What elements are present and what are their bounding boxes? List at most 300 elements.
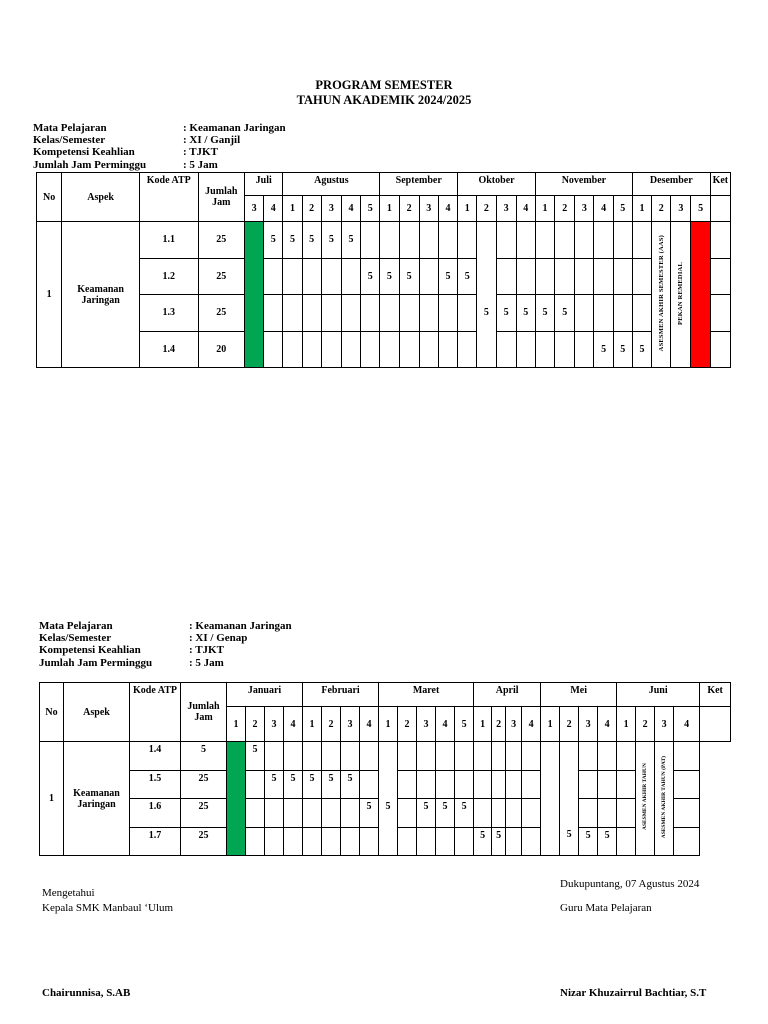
col-header-aspek: Aspek <box>62 173 140 222</box>
week-cell <box>632 258 651 295</box>
week-header: 3 <box>265 707 284 742</box>
week-cell <box>264 331 283 368</box>
week-cell <box>436 770 455 799</box>
week-cell: 5 <box>283 222 302 259</box>
week-cell <box>341 799 360 828</box>
week-cell <box>579 799 598 828</box>
week-cell <box>492 770 506 799</box>
week-cell <box>302 331 321 368</box>
week-header: 1 <box>617 707 636 742</box>
week-header: 2 <box>477 196 496 222</box>
week-header: 3 <box>321 196 341 222</box>
week-header: 1 <box>380 196 399 222</box>
week-cell: 5 <box>613 331 632 368</box>
week-cell: 5 <box>321 222 341 259</box>
table-row <box>37 331 731 368</box>
week-cell <box>598 799 617 828</box>
week-header: 3 <box>496 196 516 222</box>
week-cell <box>492 799 506 828</box>
week-header: 3 <box>671 196 691 222</box>
remedial-column <box>671 222 691 368</box>
week-cell <box>398 827 417 856</box>
week-cell <box>322 827 341 856</box>
asesmen-column <box>636 742 655 856</box>
kode-atp-cell: 1.1 <box>140 222 199 259</box>
week-cell <box>496 222 516 259</box>
week-header: 1 <box>379 707 398 742</box>
sign-date: Dukupuntang, 07 Agustus 2024 <box>560 878 700 890</box>
info-value: : XI / Genap <box>189 632 248 645</box>
week-cell: 5 <box>438 258 457 295</box>
info-value: : 5 Jam <box>183 158 218 171</box>
week-cell <box>341 827 360 856</box>
week-header: 3 <box>341 707 360 742</box>
week-header: 3 <box>579 707 598 742</box>
week-cell <box>474 742 492 771</box>
week-cell <box>399 222 419 259</box>
week-cell <box>613 295 632 332</box>
red-marker <box>691 222 710 368</box>
jumlah-jam-cell: 25 <box>198 222 244 259</box>
week-cell <box>380 331 399 368</box>
week-header: 4 <box>598 707 617 742</box>
remedial-column-text: PEKAN REMEDIAL <box>677 261 685 325</box>
info-value: : TJKT <box>183 146 218 159</box>
week-cell: 5 <box>598 827 617 856</box>
week-cell <box>360 742 379 771</box>
ket-cell <box>710 258 730 295</box>
week-header: 1 <box>632 196 651 222</box>
week-cell <box>380 222 399 259</box>
week-cell: 5 <box>303 770 322 799</box>
week-cell <box>246 799 265 828</box>
week-cell <box>302 258 321 295</box>
week-cell <box>506 827 522 856</box>
guru-name: Nizar Khuzairrul Bachtiar, S.T <box>560 987 707 999</box>
week-cell: 5 <box>399 258 419 295</box>
week-cell <box>506 742 522 771</box>
week-cell <box>541 742 560 771</box>
week-cell <box>492 742 506 771</box>
week-cell <box>322 799 341 828</box>
week-cell <box>594 295 613 332</box>
week-cell <box>360 770 379 799</box>
week-cell <box>555 331 575 368</box>
week-header: 1 <box>458 196 477 222</box>
week-cell <box>496 258 516 295</box>
info-value: : Keamanan Jaringan <box>189 620 292 632</box>
week-cell: 5 <box>458 258 477 295</box>
week-cell <box>477 258 496 295</box>
week-cell <box>321 331 341 368</box>
week-cell <box>506 770 522 799</box>
ket-cell <box>674 799 700 828</box>
week-cell <box>361 331 380 368</box>
month-header: Agustus <box>283 173 380 196</box>
week-cell <box>246 827 265 856</box>
week-cell <box>535 258 554 295</box>
week-cell: 5 <box>264 222 283 259</box>
kepala-name: Chairunnisa, S.AB <box>42 987 131 999</box>
week-cell <box>541 827 560 856</box>
week-cell: 5 <box>341 222 360 259</box>
week-cell <box>302 295 321 332</box>
week-cell: 5 <box>496 295 516 332</box>
info-label: Kompetensi Keahlian <box>39 644 141 657</box>
week-cell <box>419 222 438 259</box>
week-cell <box>341 258 360 295</box>
week-cell: 5 <box>322 770 341 799</box>
week-cell <box>575 222 594 259</box>
week-cell: 5 <box>341 770 360 799</box>
week-header: 5 <box>361 196 380 222</box>
week-header: 2 <box>398 707 417 742</box>
header-row-months <box>37 173 731 196</box>
week-header: 3 <box>506 707 522 742</box>
week-cell <box>579 770 598 799</box>
month-header: Mei <box>541 683 617 707</box>
week-cell <box>398 742 417 771</box>
week-header: 4 <box>674 707 700 742</box>
table-row <box>40 742 731 771</box>
week-cell <box>617 827 636 856</box>
jumlah-jam-cell: 25 <box>198 258 244 295</box>
week-cell <box>522 827 541 856</box>
week-cell <box>283 295 302 332</box>
asesmen-column <box>652 222 671 368</box>
jumlah-jam-cell: 25 <box>181 799 227 828</box>
week-cell <box>264 258 283 295</box>
info-label: Mata Pelajaran <box>33 122 107 134</box>
info-value: : Keamanan Jaringan <box>183 122 286 134</box>
table-row <box>40 770 731 799</box>
col-header-no: No <box>37 173 62 222</box>
table-row <box>37 295 731 332</box>
sem2-schedule-table <box>39 682 731 856</box>
week-cell <box>417 770 436 799</box>
week-cell <box>246 770 265 799</box>
week-header: 4 <box>341 196 360 222</box>
month-header: April <box>474 683 541 707</box>
week-cell: 5 <box>560 827 579 856</box>
week-header: 3 <box>417 707 436 742</box>
week-cell: 5 <box>436 799 455 828</box>
week-cell <box>265 827 284 856</box>
week-cell <box>361 295 380 332</box>
week-cell <box>361 222 380 259</box>
ket-empty <box>710 196 730 222</box>
week-cell <box>399 331 419 368</box>
week-header: 4 <box>594 196 613 222</box>
week-header: 2 <box>246 707 265 742</box>
kode-atp-cell: 1.2 <box>140 258 199 295</box>
week-cell <box>436 827 455 856</box>
week-cell <box>419 331 438 368</box>
table-row <box>37 222 731 259</box>
week-cell <box>535 331 554 368</box>
week-header: 2 <box>636 707 655 742</box>
week-cell <box>284 799 303 828</box>
asesmen-pat-column-text: ASESMEN AKHIR TAHUN (PAT) <box>661 755 668 839</box>
ket-cell <box>710 222 730 259</box>
week-cell <box>477 331 496 368</box>
ket-cell <box>710 331 730 368</box>
week-cell <box>341 331 360 368</box>
week-header: 5 <box>691 196 710 222</box>
week-cell: 5 <box>379 799 398 828</box>
week-cell <box>555 258 575 295</box>
page-title: PROGRAM SEMESTER <box>315 78 453 92</box>
kode-atp-cell: 1.4 <box>140 331 199 368</box>
table-row <box>37 258 731 295</box>
asesmen-pat-column <box>655 742 674 856</box>
week-cell <box>303 827 322 856</box>
week-cell <box>560 770 579 799</box>
info-value: : XI / Ganjil <box>183 134 241 147</box>
week-cell <box>594 222 613 259</box>
week-cell <box>598 742 617 771</box>
week-cell <box>516 258 535 295</box>
week-cell <box>458 331 477 368</box>
week-cell <box>496 331 516 368</box>
green-marker <box>245 222 264 368</box>
week-cell <box>474 799 492 828</box>
week-cell <box>265 742 284 771</box>
week-cell <box>613 222 632 259</box>
week-cell <box>613 258 632 295</box>
week-cell <box>436 742 455 771</box>
kode-atp-cell: 1.6 <box>130 799 181 828</box>
week-cell <box>477 222 496 259</box>
month-header: Januari <box>227 683 303 707</box>
sem1-schedule-table <box>36 172 731 368</box>
week-header: 3 <box>419 196 438 222</box>
week-header: 3 <box>575 196 594 222</box>
row-no: 1 <box>37 222 62 368</box>
week-cell: 5 <box>455 799 474 828</box>
week-cell <box>555 222 575 259</box>
week-cell: 5 <box>302 222 321 259</box>
week-cell <box>541 799 560 828</box>
week-header: 2 <box>302 196 321 222</box>
row-no: 1 <box>40 742 64 856</box>
mengetahui-label: Mengetahui <box>42 887 95 899</box>
col-header-kode-atp: Kode ATP <box>140 173 199 222</box>
kode-atp-cell: 1.7 <box>130 827 181 856</box>
week-cell: 5 <box>380 258 399 295</box>
week-header: 4 <box>516 196 535 222</box>
week-cell: 5 <box>555 295 575 332</box>
week-cell <box>455 827 474 856</box>
col-header-aspek: Aspek <box>64 683 130 742</box>
kode-atp-cell: 1.5 <box>130 770 181 799</box>
week-cell: 5 <box>265 770 284 799</box>
week-cell <box>522 742 541 771</box>
week-header: 1 <box>535 196 554 222</box>
week-cell <box>283 331 302 368</box>
week-cell <box>303 799 322 828</box>
week-cell <box>398 770 417 799</box>
ket-cell <box>674 742 700 771</box>
week-cell: 5 <box>535 295 554 332</box>
week-cell <box>455 770 474 799</box>
jumlah-jam-cell: 5 <box>181 742 227 771</box>
week-cell <box>419 258 438 295</box>
week-cell <box>321 258 341 295</box>
week-header: 5 <box>455 707 474 742</box>
jumlah-jam-cell: 25 <box>181 827 227 856</box>
row-aspek: Keamanan Jaringan <box>64 742 130 856</box>
week-header: 1 <box>303 707 322 742</box>
kepala-label: Kepala SMK Manbaul ‘Ulum <box>42 902 174 914</box>
kode-atp-cell: 1.4 <box>130 742 181 771</box>
week-header: 4 <box>360 707 379 742</box>
month-header: Maret <box>379 683 474 707</box>
week-header: 4 <box>438 196 457 222</box>
info-label: Kelas/Semester <box>39 632 112 645</box>
col-header-ket: Ket <box>700 683 731 707</box>
week-cell <box>264 295 283 332</box>
week-header: 1 <box>474 707 492 742</box>
info-value: : 5 Jam <box>189 656 224 669</box>
week-cell <box>535 222 554 259</box>
week-cell: 5 <box>360 799 379 828</box>
week-cell <box>594 258 613 295</box>
info-label: Kelas/Semester <box>33 134 106 147</box>
info-label: Kompetensi Keahlian <box>33 146 135 159</box>
week-cell <box>321 295 341 332</box>
asesmen-column-text: ASESMEN AKHIR SEMESTER (AAS) <box>657 234 665 352</box>
info-label: Jumlah Jam Perminggu <box>33 158 147 171</box>
info-label: Mata Pelajaran <box>39 620 113 632</box>
week-cell <box>322 742 341 771</box>
week-cell <box>399 295 419 332</box>
week-header: 2 <box>492 707 506 742</box>
week-header: 2 <box>560 707 579 742</box>
week-cell <box>617 742 636 771</box>
week-cell <box>265 799 284 828</box>
ket-cell <box>710 295 730 332</box>
week-header: 2 <box>555 196 575 222</box>
week-header: 4 <box>522 707 541 742</box>
sem2-info <box>39 620 292 669</box>
week-cell <box>379 827 398 856</box>
week-cell: 5 <box>579 827 598 856</box>
week-cell <box>341 742 360 771</box>
week-cell <box>438 331 457 368</box>
ket-cell <box>674 770 700 799</box>
week-cell <box>283 258 302 295</box>
week-cell <box>380 295 399 332</box>
week-cell <box>560 799 579 828</box>
jumlah-jam-cell: 25 <box>198 295 244 332</box>
week-cell <box>284 742 303 771</box>
week-header: 2 <box>399 196 419 222</box>
week-cell: 5 <box>516 295 535 332</box>
week-cell <box>379 770 398 799</box>
week-cell <box>458 295 477 332</box>
col-header-ket: Ket <box>710 173 730 196</box>
week-cell <box>474 770 492 799</box>
week-cell <box>455 742 474 771</box>
header-row-months <box>40 683 731 707</box>
week-cell <box>284 827 303 856</box>
week-header: 4 <box>436 707 455 742</box>
week-cell <box>516 331 535 368</box>
asesmen-column-text: ASESMEN AKHIR TAHUN <box>642 763 649 831</box>
table-row <box>40 799 731 828</box>
col-header-jumlah-jam: Jumlah Jam <box>198 173 244 222</box>
week-cell <box>522 799 541 828</box>
week-cell <box>458 222 477 259</box>
week-cell <box>360 827 379 856</box>
jumlah-jam-cell: 20 <box>198 331 244 368</box>
week-cell <box>617 799 636 828</box>
kode-atp-cell: 1.3 <box>140 295 199 332</box>
week-cell <box>419 295 438 332</box>
col-header-no: No <box>40 683 64 742</box>
week-cell <box>341 295 360 332</box>
week-cell: 5 <box>594 331 613 368</box>
week-cell <box>575 331 594 368</box>
week-header: 2 <box>322 707 341 742</box>
week-header: 1 <box>541 707 560 742</box>
week-cell: 5 <box>477 295 496 332</box>
month-header: Juli <box>245 173 283 196</box>
week-header: 2 <box>652 196 671 222</box>
col-header-jumlah-jam: Jumlah Jam <box>181 683 227 742</box>
week-cell <box>575 258 594 295</box>
week-cell <box>398 799 417 828</box>
week-cell: 5 <box>417 799 436 828</box>
week-cell <box>516 222 535 259</box>
week-cell <box>541 770 560 799</box>
week-cell: 5 <box>632 331 651 368</box>
guru-label: Guru Mata Pelajaran <box>560 902 652 914</box>
month-header: November <box>535 173 632 196</box>
week-cell: 5 <box>246 742 265 771</box>
week-cell <box>438 222 457 259</box>
week-cell <box>617 770 636 799</box>
week-cell: 5 <box>474 827 492 856</box>
jumlah-jam-cell: 25 <box>181 770 227 799</box>
table-row <box>40 827 731 856</box>
week-cell <box>379 742 398 771</box>
month-header: Juni <box>617 683 700 707</box>
row-aspek: Keamanan Jaringan <box>62 222 140 368</box>
month-header: Oktober <box>458 173 536 196</box>
week-header: 4 <box>284 707 303 742</box>
page-subtitle: TAHUN AKADEMIK 2024/2025 <box>296 93 472 107</box>
week-cell <box>632 222 651 259</box>
week-cell: 5 <box>492 827 506 856</box>
week-cell <box>438 295 457 332</box>
month-header: Februari <box>303 683 379 707</box>
week-cell <box>417 742 436 771</box>
week-cell <box>303 742 322 771</box>
week-header: 3 <box>655 707 674 742</box>
week-cell: 5 <box>361 258 380 295</box>
info-value: : TJKT <box>189 644 224 657</box>
week-cell <box>522 770 541 799</box>
week-cell <box>579 742 598 771</box>
ket-cell <box>674 827 700 856</box>
green-marker <box>227 742 246 856</box>
week-cell <box>417 827 436 856</box>
month-header: Desember <box>632 173 710 196</box>
week-cell <box>575 295 594 332</box>
week-cell <box>632 295 651 332</box>
